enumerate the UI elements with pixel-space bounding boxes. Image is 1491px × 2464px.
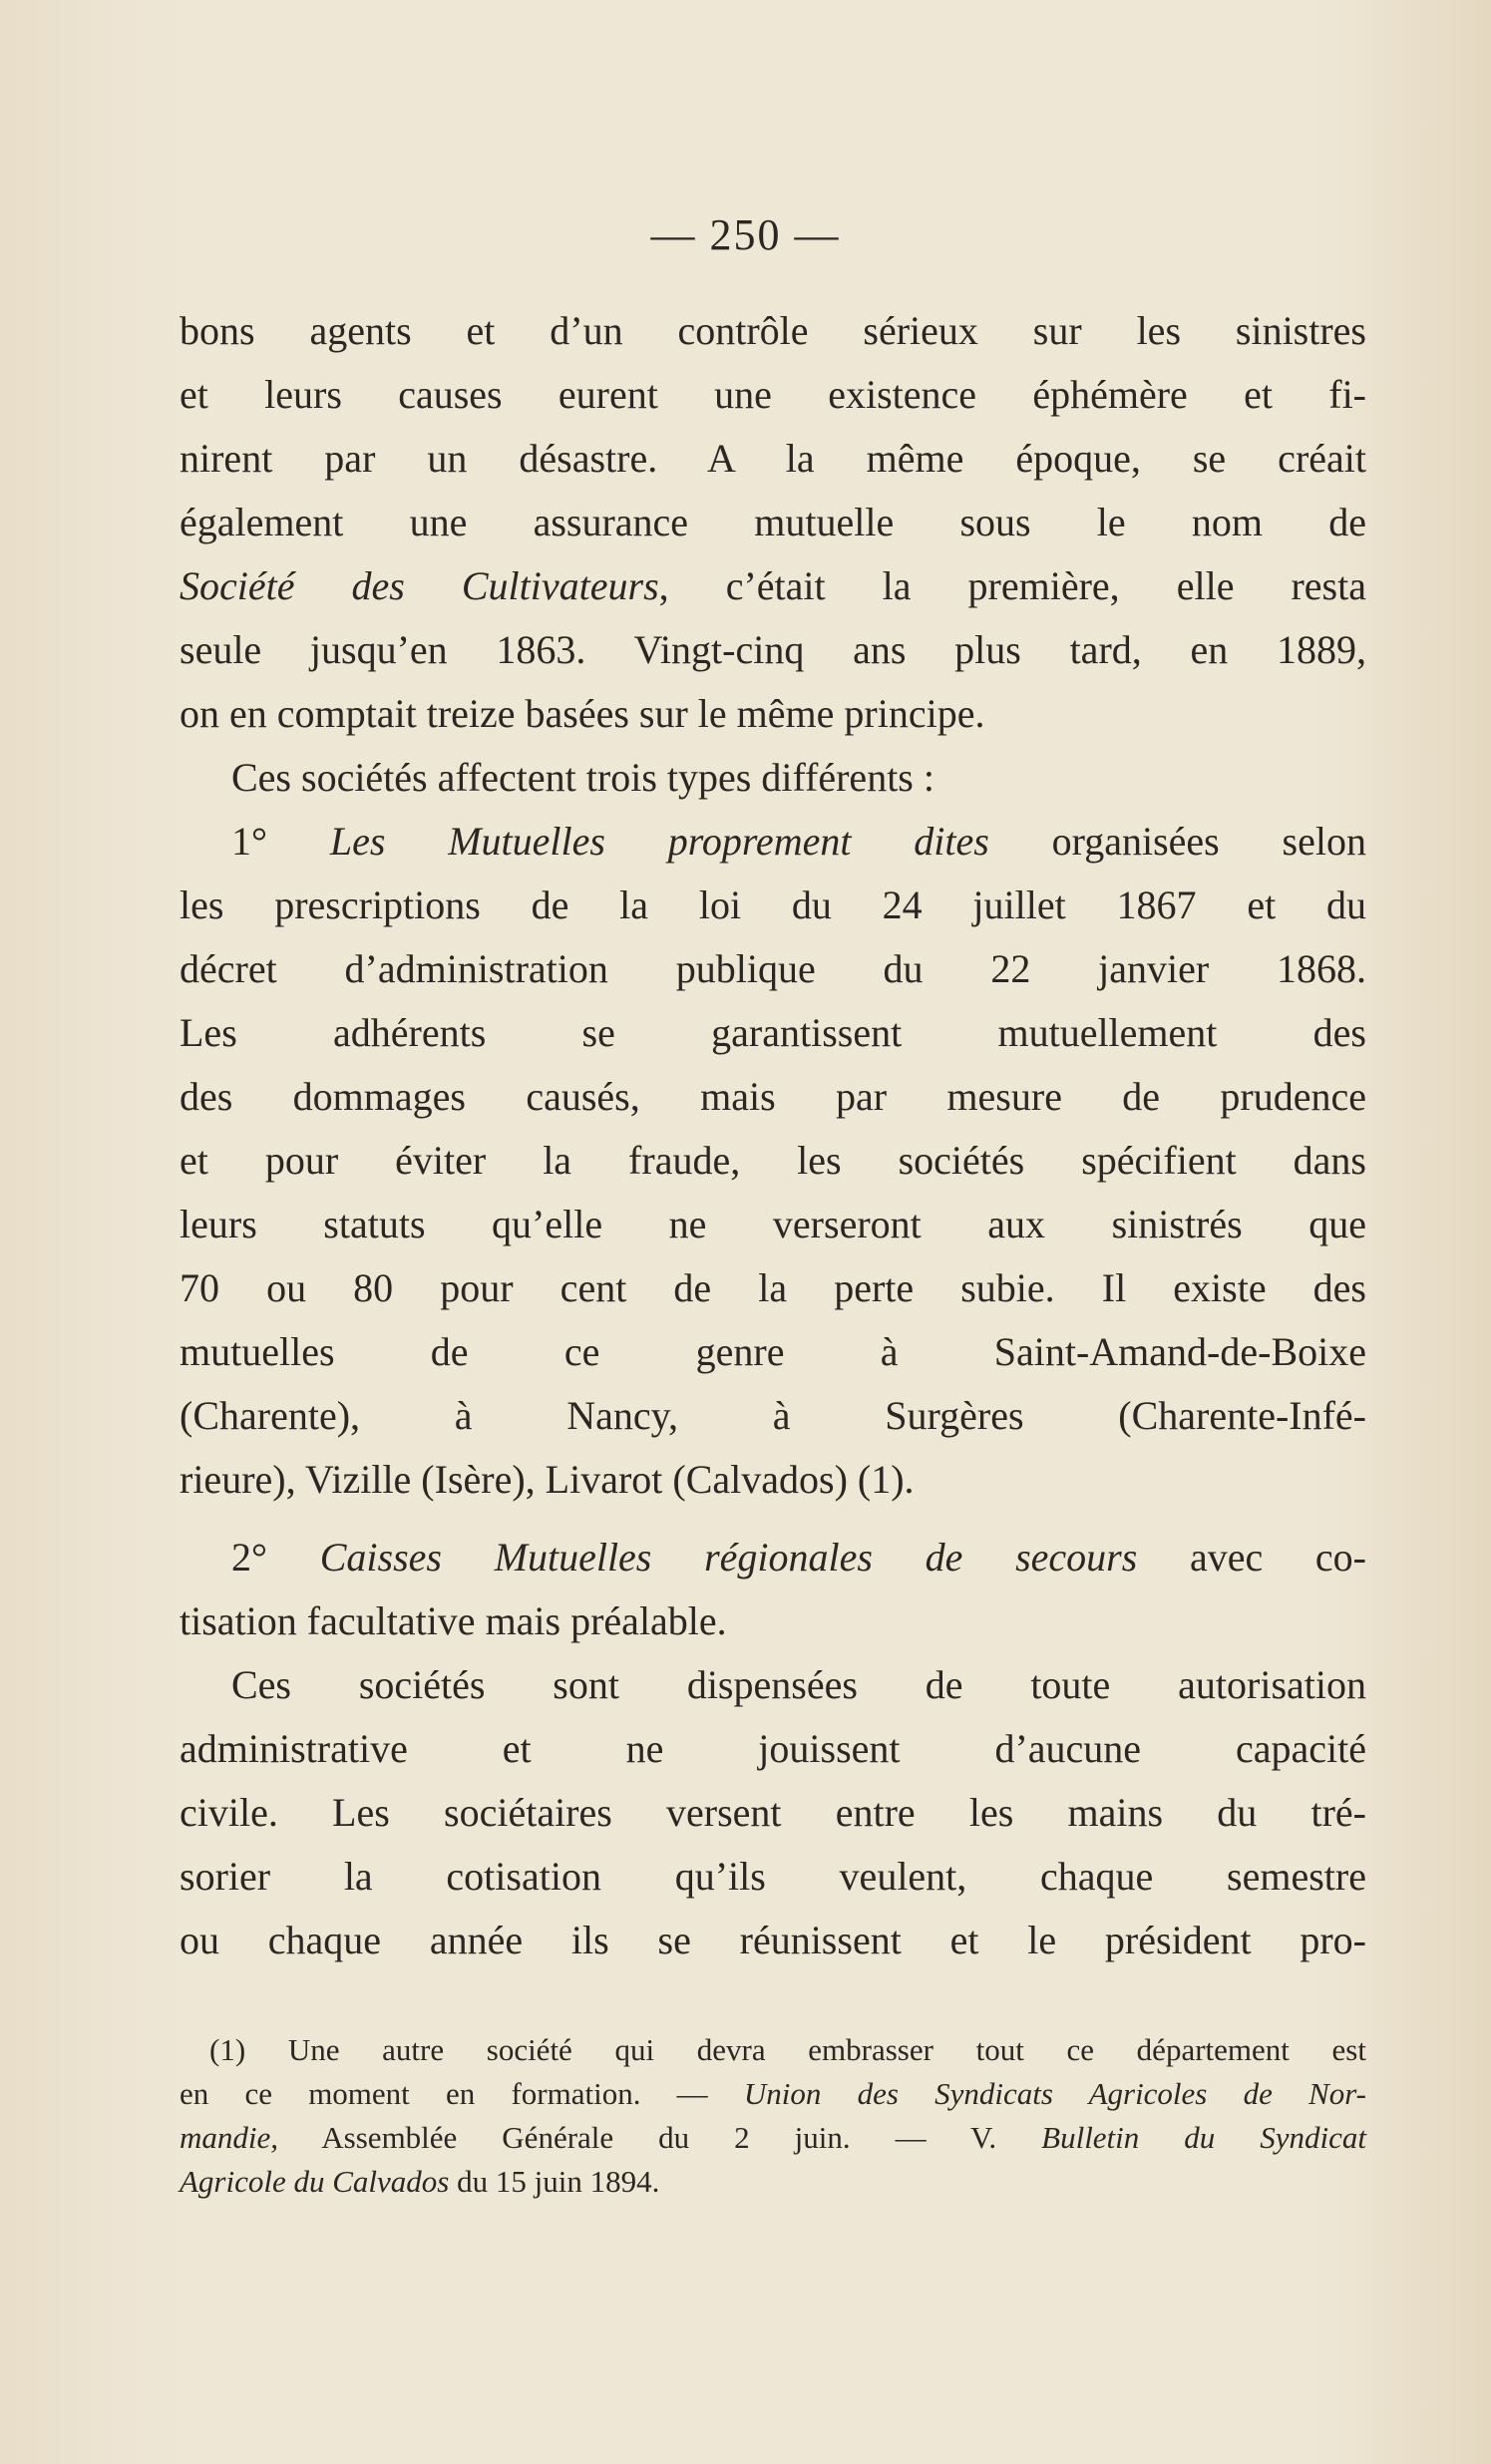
citation-title: Union des Syndicats Agricoles de Nor- — [743, 2076, 1366, 2111]
text-line: Les adhérents se garantissent mutuellement des — [180, 1010, 1366, 1055]
footnote — [180, 2028, 1366, 2204]
body-text — [180, 299, 1366, 1972]
list-number: 1° — [231, 819, 330, 864]
text-line: des dommages causés, mais par mesure de prudence — [180, 1074, 1366, 1119]
text-line: sorier la cotisation qu’ils veulent, chaque semestre — [180, 1854, 1366, 1899]
text-line — [180, 554, 1366, 618]
text-line: administrative et ne jouissent d’aucune capacité — [180, 1726, 1366, 1771]
text-line: Ces sociétés sont dispensées de toute autorisation — [231, 1662, 1366, 1707]
text-line: bons agents et d’un contrôle sérieux sur les sinistres — [180, 308, 1366, 353]
list-number: 2° — [231, 1535, 320, 1580]
text-line: et leurs causes eurent une existence éphémère et fi- — [180, 372, 1366, 417]
text-line: et pour éviter la fraude, les sociétés spécifient dans — [180, 1138, 1366, 1183]
text-span: en ce moment en formation. — — [180, 2076, 744, 2111]
text-line — [180, 810, 1366, 874]
text-line: mutuelles de ce genre à Saint-Amand-de-Boixe — [180, 1329, 1366, 1374]
text-line: leurs statuts qu’elle ne verseront aux sinistrés que — [180, 1202, 1366, 1246]
society-name: Société des Cultivateurs — [180, 563, 659, 608]
text-span: avec co- — [1137, 1535, 1367, 1580]
text-line: également une assurance mutuelle sous le nom de — [180, 500, 1366, 544]
text-span: Assemblée Générale du 2 juin. — V. — [278, 2120, 1042, 2155]
footnote-line — [180, 2116, 1366, 2160]
text-line: tisation facultative mais préalable. — [180, 1598, 727, 1643]
text-line: ou chaque année ils se réunissent et le président pro- — [180, 1918, 1366, 1962]
text-line: décret d’administration publique du 22 janvier 1868. — [180, 946, 1366, 991]
citation-title: mandie, — [180, 2120, 279, 2155]
footnote-line — [180, 2072, 1366, 2116]
list-heading: Caisses Mutuelles régionales de secours — [319, 1535, 1138, 1580]
footnote-line: (1) Une autre société qui devra embrasser tout ce département est — [209, 2032, 1366, 2067]
text-line — [180, 1526, 1366, 1589]
footnote-line — [180, 2160, 1366, 2204]
text-line: seule jusqu’en 1863. Vingt-cinq ans plus tard, en 1889, — [180, 627, 1366, 672]
text-line: (Charente), à Nancy, à Surgères (Charente-Infé- — [180, 1393, 1366, 1438]
text-line: civile. Les sociétaires versent entre les mains du tré- — [180, 1790, 1366, 1835]
text-line: 70 ou 80 pour cent de la perte subie. Il existe des — [180, 1265, 1366, 1310]
citation-title: Bulletin du Syndicat — [1041, 2120, 1367, 2155]
text-span: , c’était la première, elle resta — [658, 563, 1366, 608]
text-span: organisées selon — [988, 819, 1366, 864]
text-line: nirent par un désastre. A la même époque, se créait — [180, 436, 1366, 481]
text-span: du 15 juin 1894. — [449, 2164, 660, 2199]
page-number: — 250 — — [650, 210, 841, 259]
text-line: Ces sociétés affectent trois types différents : — [231, 755, 934, 800]
text-line: les prescriptions de la loi du 24 juillet 1867 et du — [180, 882, 1366, 927]
paragraph-gap — [180, 1512, 1366, 1526]
citation-title: Agricole du Calvados — [180, 2164, 450, 2199]
text-line: rieure), Vizille (Isère), Livarot (Calvados) (1). — [180, 1457, 915, 1502]
list-heading: Les Mutuelles proprement dites — [329, 819, 989, 864]
text-line: on en comptait treize basées sur le même principe. — [180, 691, 985, 736]
